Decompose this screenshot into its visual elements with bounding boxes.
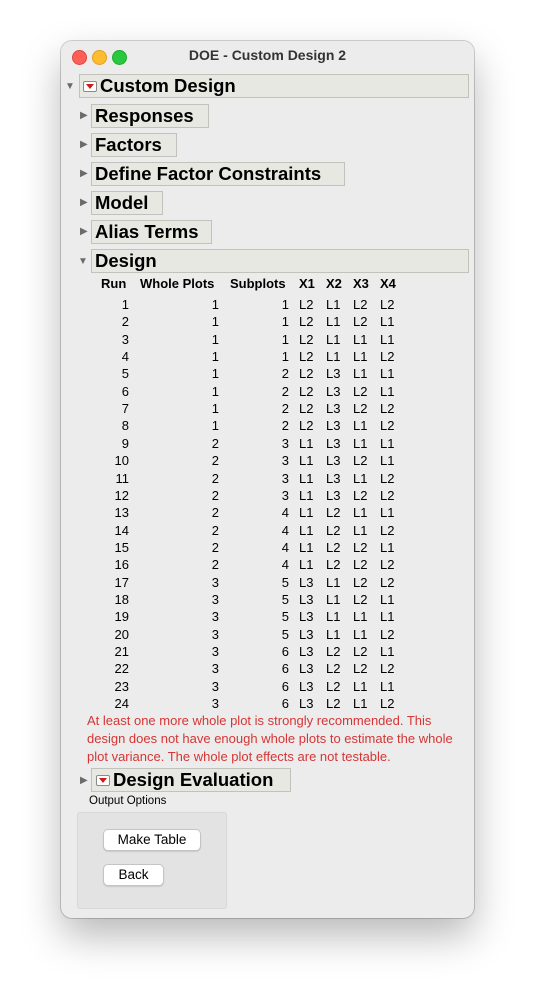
- cell-x1: L1: [299, 539, 314, 555]
- cell-x2: L1: [326, 349, 341, 365]
- cell-run: 24: [114, 696, 129, 712]
- cell-x4: L1: [380, 591, 395, 607]
- cell-x4: L1: [380, 331, 395, 347]
- cell-run: 3: [121, 331, 129, 347]
- cell-subplot: 4: [281, 505, 289, 521]
- cell-whole-plot: 2: [211, 557, 219, 573]
- cell-x3: L2: [353, 297, 368, 312]
- cell-x1: L1: [299, 487, 314, 503]
- cell-subplot: 3: [281, 453, 289, 469]
- cell-x2: L2: [326, 539, 341, 555]
- cell-x3: L1: [353, 435, 368, 451]
- cell-x3: L1: [353, 366, 368, 382]
- cell-x2: L1: [326, 626, 341, 642]
- cell-x3: L1: [353, 522, 368, 538]
- cell-x1: L3: [299, 626, 314, 642]
- cell-x4: L2: [380, 696, 395, 712]
- cell-x3: L2: [353, 383, 368, 399]
- cell-x2: L2: [326, 678, 341, 694]
- cell-whole-plot: 3: [211, 678, 219, 694]
- cell-x3: L2: [353, 644, 368, 659]
- table-row: [0, 504, 413, 521]
- responses-title: Responses: [95, 105, 194, 126]
- collapse-triangle-right-icon[interactable]: ▶: [80, 197, 88, 208]
- cell-x2: L1: [326, 609, 341, 625]
- cell-x2: L1: [326, 297, 341, 312]
- cell-x1: L3: [299, 574, 314, 590]
- cell-x1: L3: [299, 661, 314, 677]
- cell-x1: L2: [299, 331, 314, 347]
- cell-subplot: 4: [281, 557, 289, 573]
- table-row: [0, 313, 413, 330]
- cell-x4: L2: [380, 557, 395, 573]
- cell-whole-plot: 2: [211, 435, 219, 451]
- table-row: [0, 695, 413, 712]
- col-header-whole-plots: Whole Plots: [140, 276, 215, 291]
- cell-x3: L1: [353, 505, 368, 521]
- cell-whole-plot: 1: [211, 331, 219, 347]
- cell-x1: L1: [299, 470, 314, 486]
- output-options-panel: [77, 812, 227, 909]
- cell-x4: L2: [380, 470, 395, 486]
- cell-whole-plot: 1: [211, 297, 219, 312]
- cell-subplot: 5: [281, 574, 289, 590]
- cell-x2: L3: [326, 366, 341, 382]
- table-row: [0, 452, 413, 469]
- cell-x2: L2: [326, 696, 341, 712]
- cell-x2: L3: [326, 383, 341, 399]
- cell-x4: L2: [380, 522, 395, 538]
- cell-run: 16: [114, 557, 129, 573]
- cell-subplot: 2: [281, 383, 289, 399]
- table-row: [0, 400, 413, 417]
- table-row: [0, 556, 413, 573]
- cell-x1: L2: [299, 366, 314, 382]
- cell-x2: L2: [326, 522, 341, 538]
- cell-x1: L2: [299, 383, 314, 399]
- cell-subplot: 1: [281, 331, 289, 347]
- cell-x2: L2: [326, 644, 341, 659]
- cell-x4: L1: [380, 453, 395, 469]
- cell-subplot: 3: [281, 470, 289, 486]
- col-header-x3: X3: [353, 276, 369, 291]
- table-row: [0, 608, 413, 625]
- table-row: [0, 417, 413, 434]
- cell-x1: L2: [299, 297, 314, 312]
- cell-x1: L3: [299, 644, 314, 659]
- cell-x4: L2: [380, 626, 395, 642]
- collapse-triangle-right-icon[interactable]: ▶: [80, 775, 88, 786]
- cell-run: 5: [121, 366, 129, 382]
- cell-x1: L1: [299, 435, 314, 451]
- table-row: [0, 626, 413, 643]
- alias-terms-title: Alias Terms: [95, 221, 199, 242]
- cell-run: 15: [114, 539, 129, 555]
- collapse-triangle-right-icon[interactable]: ▶: [80, 168, 88, 179]
- cell-run: 10: [114, 453, 129, 469]
- cell-subplot: 1: [281, 297, 289, 312]
- cell-x1: L1: [299, 522, 314, 538]
- whole-plot-warning: At least one more whole plot is strongly recommended. This design does not have enough whole plots to estimate the whole plot variance. The whole plot effects are not testable.: [87, 713, 453, 764]
- cell-x2: L2: [326, 557, 341, 573]
- cell-whole-plot: 3: [211, 591, 219, 607]
- cell-whole-plot: 2: [211, 505, 219, 521]
- expand-triangle-down-icon[interactable]: ▼: [65, 81, 75, 92]
- cell-x4: L2: [380, 661, 395, 677]
- col-header-x1: X1: [299, 276, 315, 291]
- table-row: [0, 539, 413, 556]
- cell-x3: L2: [353, 539, 368, 555]
- cell-subplot: 4: [281, 522, 289, 538]
- cell-x1: L1: [299, 453, 314, 469]
- cell-x3: L2: [353, 487, 368, 503]
- cell-x3: L2: [353, 453, 368, 469]
- cell-x1: L1: [299, 557, 314, 573]
- table-row: [0, 678, 413, 695]
- cell-run: 14: [114, 522, 129, 538]
- cell-x4: L1: [380, 609, 395, 625]
- cell-subplot: 1: [281, 349, 289, 365]
- cell-x2: L3: [326, 418, 341, 434]
- collapse-triangle-right-icon[interactable]: ▶: [80, 110, 88, 121]
- cell-x2: L3: [326, 470, 341, 486]
- cell-whole-plot: 3: [211, 609, 219, 625]
- cell-run: 4: [121, 349, 129, 365]
- cell-x4: L1: [380, 505, 395, 521]
- cell-run: 9: [121, 435, 129, 451]
- table-row: [0, 348, 413, 365]
- cell-x1: L3: [299, 609, 314, 625]
- cell-x3: L1: [353, 349, 368, 365]
- table-row: [0, 331, 413, 348]
- model-title: Model: [95, 192, 149, 213]
- cell-x3: L2: [353, 401, 368, 417]
- cell-x4: L2: [380, 349, 395, 365]
- cell-x3: L1: [353, 470, 368, 486]
- cell-x2: L3: [326, 401, 341, 417]
- cell-whole-plot: 2: [211, 453, 219, 469]
- cell-run: 11: [115, 470, 129, 486]
- cell-x1: L3: [299, 696, 314, 712]
- cell-subplot: 2: [281, 366, 289, 382]
- factors-title: Factors: [95, 134, 162, 155]
- cell-whole-plot: 2: [211, 487, 219, 503]
- cell-whole-plot: 1: [211, 418, 219, 434]
- cell-x4: L1: [380, 644, 395, 659]
- cell-x4: L2: [380, 418, 395, 434]
- table-row: [0, 383, 413, 400]
- cell-x3: L2: [353, 574, 368, 590]
- cell-x4: L1: [380, 435, 395, 451]
- cell-run: 2: [121, 314, 129, 330]
- cell-x3: L2: [353, 557, 368, 573]
- cell-run: 6: [121, 383, 129, 399]
- cell-x4: L1: [380, 366, 395, 382]
- design-title: Design: [95, 250, 157, 271]
- cell-whole-plot: 2: [211, 522, 219, 538]
- design-evaluation-title: Design Evaluation: [113, 769, 274, 790]
- cell-subplot: 2: [281, 401, 289, 417]
- cell-x3: L1: [353, 678, 368, 694]
- output-options-label: Output Options: [89, 795, 167, 807]
- cell-subplot: 3: [281, 435, 289, 451]
- cell-x2: L2: [326, 661, 341, 677]
- cell-run: 21: [114, 644, 129, 659]
- cell-run: 12: [114, 487, 129, 503]
- cell-whole-plot: 3: [211, 644, 219, 659]
- collapse-triangle-right-icon[interactable]: ▶: [80, 139, 88, 150]
- cell-whole-plot: 3: [211, 626, 219, 642]
- expand-triangle-down-icon[interactable]: ▼: [78, 256, 88, 267]
- col-header-run: Run: [101, 276, 127, 291]
- table-row: [0, 435, 413, 452]
- cell-x3: L1: [353, 696, 368, 712]
- window-title: DOE - Custom Design 2: [188, 47, 347, 63]
- cell-subplot: 1: [281, 314, 289, 330]
- red-triangle-menu-icon[interactable]: [96, 775, 110, 786]
- col-header-x2: X2: [326, 276, 342, 291]
- custom-design-title: Custom Design: [100, 75, 236, 96]
- cell-x4: L1: [380, 314, 395, 330]
- cell-x4: L2: [380, 574, 395, 590]
- cell-run: 17: [114, 574, 129, 590]
- cell-whole-plot: 2: [211, 470, 219, 486]
- cell-x2: L1: [326, 331, 341, 347]
- cell-x4: L1: [380, 383, 395, 399]
- back-button[interactable]: Back: [103, 864, 164, 886]
- cell-x1: L3: [299, 678, 314, 694]
- cell-x1: L2: [299, 349, 314, 365]
- cell-run: 8: [121, 418, 129, 434]
- cell-x3: L2: [353, 591, 368, 607]
- cell-x1: L1: [299, 505, 314, 521]
- table-row: [0, 487, 413, 504]
- cell-x1: L2: [299, 418, 314, 434]
- cell-whole-plot: 1: [211, 383, 219, 399]
- cell-run: 20: [114, 626, 129, 642]
- cell-whole-plot: 3: [211, 696, 219, 712]
- cell-whole-plot: 3: [211, 574, 219, 590]
- cell-subplot: 4: [281, 539, 289, 555]
- constraints-title: Define Factor Constraints: [95, 163, 322, 184]
- cell-run: 1: [121, 297, 129, 312]
- table-row: [0, 660, 413, 677]
- cell-subplot: 5: [281, 626, 289, 642]
- cell-whole-plot: 3: [211, 661, 219, 677]
- table-row: [0, 591, 413, 608]
- table-row: [0, 470, 413, 487]
- cell-whole-plot: 2: [211, 539, 219, 555]
- cell-run: 22: [114, 661, 129, 677]
- cell-x4: L1: [380, 539, 395, 555]
- cell-subplot: 6: [281, 644, 289, 659]
- cell-run: 19: [114, 609, 129, 625]
- cell-subplot: 5: [281, 609, 289, 625]
- cell-x1: L2: [299, 314, 314, 330]
- cell-x2: L1: [326, 574, 341, 590]
- table-row: [0, 643, 413, 660]
- cell-x4: L1: [380, 678, 395, 694]
- cell-whole-plot: 1: [211, 349, 219, 365]
- cell-x2: L3: [326, 435, 341, 451]
- table-row: [0, 574, 413, 591]
- table-row: [0, 296, 413, 313]
- cell-run: 7: [121, 401, 129, 417]
- cell-subplot: 6: [281, 678, 289, 694]
- red-triangle-menu-icon[interactable]: [83, 81, 97, 92]
- cell-subplot: 6: [281, 661, 289, 677]
- cell-subplot: 3: [281, 487, 289, 503]
- cell-x4: L2: [380, 487, 395, 503]
- cell-run: 23: [114, 678, 129, 694]
- cell-x3: L2: [353, 661, 368, 677]
- cell-subplot: 5: [281, 591, 289, 607]
- cell-x2: L2: [326, 505, 341, 521]
- cell-whole-plot: 1: [211, 366, 219, 382]
- cell-run: 18: [114, 591, 129, 607]
- cell-subplot: 2: [281, 418, 289, 434]
- col-header-x4: X4: [380, 276, 396, 291]
- cell-whole-plot: 1: [211, 314, 219, 330]
- cell-x3: L1: [353, 626, 368, 642]
- cell-x3: L1: [353, 331, 368, 347]
- cell-x4: L2: [380, 297, 395, 312]
- cell-x1: L3: [299, 591, 314, 607]
- cell-x3: L1: [353, 418, 368, 434]
- make-table-button[interactable]: Make Table: [103, 829, 201, 851]
- cell-run: 13: [114, 505, 129, 521]
- cell-x1: L2: [299, 401, 314, 417]
- cell-x2: L1: [326, 591, 341, 607]
- cell-whole-plot: 1: [211, 401, 219, 417]
- cell-x2: L3: [326, 487, 341, 503]
- table-row: [0, 522, 413, 539]
- table-row: [0, 365, 413, 382]
- cell-x3: L1: [353, 609, 368, 625]
- cell-x3: L2: [353, 314, 368, 330]
- title-bar: [61, 41, 474, 71]
- cell-x2: L3: [326, 453, 341, 469]
- cell-subplot: 6: [281, 696, 289, 712]
- cell-x2: L1: [326, 314, 341, 330]
- cell-x4: L2: [380, 401, 395, 417]
- collapse-triangle-right-icon[interactable]: ▶: [80, 226, 88, 237]
- col-header-subplots: Subplots: [230, 276, 286, 291]
